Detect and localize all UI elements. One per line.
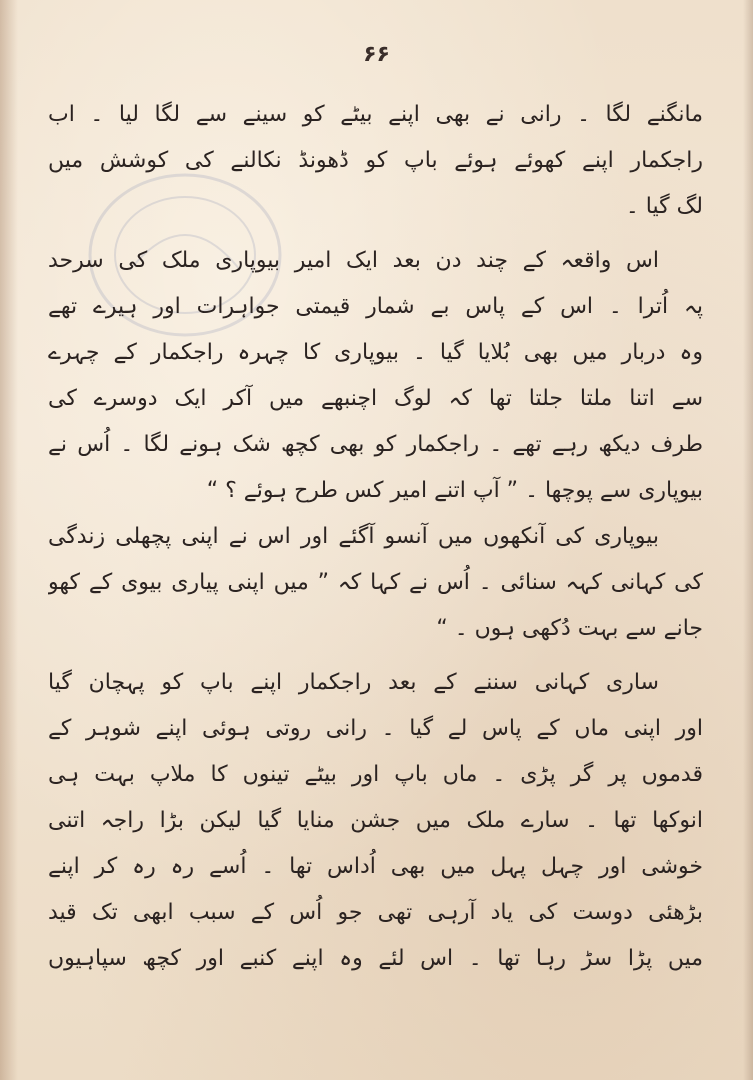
page-number: ۶۶: [363, 42, 390, 67]
text-line: انوکھا تھا ۔ سارے ملک میں جشن منایا گیا لیکن بڑا راجہ اتنی: [48, 808, 703, 833]
paragraph: [48, 238, 703, 514]
text-line: اس واقعہ کے چند دن بعد ایک امیر بیوپاری ملک کی سرحد: [48, 248, 659, 273]
text-line: بیوپاری کی آنکھوں میں آنسو آگئے اور اس نے اپنی پچھلی زندگی: [48, 524, 659, 549]
paragraph: [48, 92, 703, 230]
text-line: وہ دربار میں بھی بُلایا گیا ۔ بیوپاری کا چہرہ راجکمار کے چہرے: [48, 340, 703, 365]
paragraph: [48, 660, 703, 982]
text-body: [48, 92, 703, 982]
text-line: اور اپنی ماں کے پاس لے گیا ۔ رانی روتی ہوئی اپنے شوہر کے: [48, 716, 703, 741]
text-line: بڑھئی دوست کی یاد آرہی تھی جو اُس کے سبب ابھی تک قید: [48, 900, 703, 925]
text-line: قدموں پر گر پڑی ۔ ماں باپ اور بیٹے تینوں کا ملاپ بہت ہی: [48, 762, 703, 787]
paragraph: [48, 514, 703, 652]
text-line: لگ گیا ۔: [625, 194, 703, 219]
text-line: ساری کہانی سننے کے بعد راجکمار اپنے باپ کو پہچان گیا: [48, 670, 659, 695]
text-line: طرف دیکھ رہے تھے ۔ راجکمار کو بھی کچھ شک ہونے لگا ۔ اُس نے: [48, 432, 703, 457]
text-line: سے اتنا ملتا جلتا تھا کہ لوگ اچنبھے میں آکر ایک دوسرے کی: [48, 386, 703, 411]
text-line: خوشی اور چہل پہل میں بھی اُداس تھا ۔ اُسے رہ رہ کر اپنے: [48, 854, 703, 879]
text-line: راجکمار اپنے کھوئے ہوئے باپ کو ڈھونڈ نکالنے کی کوشش میں: [48, 148, 703, 173]
text-line: میں پڑا سڑ رہا تھا ۔ اس لئے وہ اپنے کنبے اور کچھ سپاہیوں: [48, 946, 703, 971]
text-line: بیوپاری سے پوچھا ۔ ” آپ اتنے امیر کس طرح ہوئے ؟ “: [206, 478, 703, 503]
text-line: مانگنے لگا ۔ رانی نے بھی اپنے بیٹے کو سینے سے لگا لیا ۔ اب: [48, 102, 703, 127]
text-line: پہ اُترا ۔ اس کے پاس بے شمار قیمتی جواہرات اور ہیرے تھے: [48, 294, 703, 319]
text-line: جانے سے بہت دُکھی ہوں ۔ “: [436, 616, 703, 641]
text-line: کی کہانی کہہ سنائی ۔ اُس نے کہا کہ ” میں اپنی پیاری بیوی کے کھو: [48, 570, 703, 595]
